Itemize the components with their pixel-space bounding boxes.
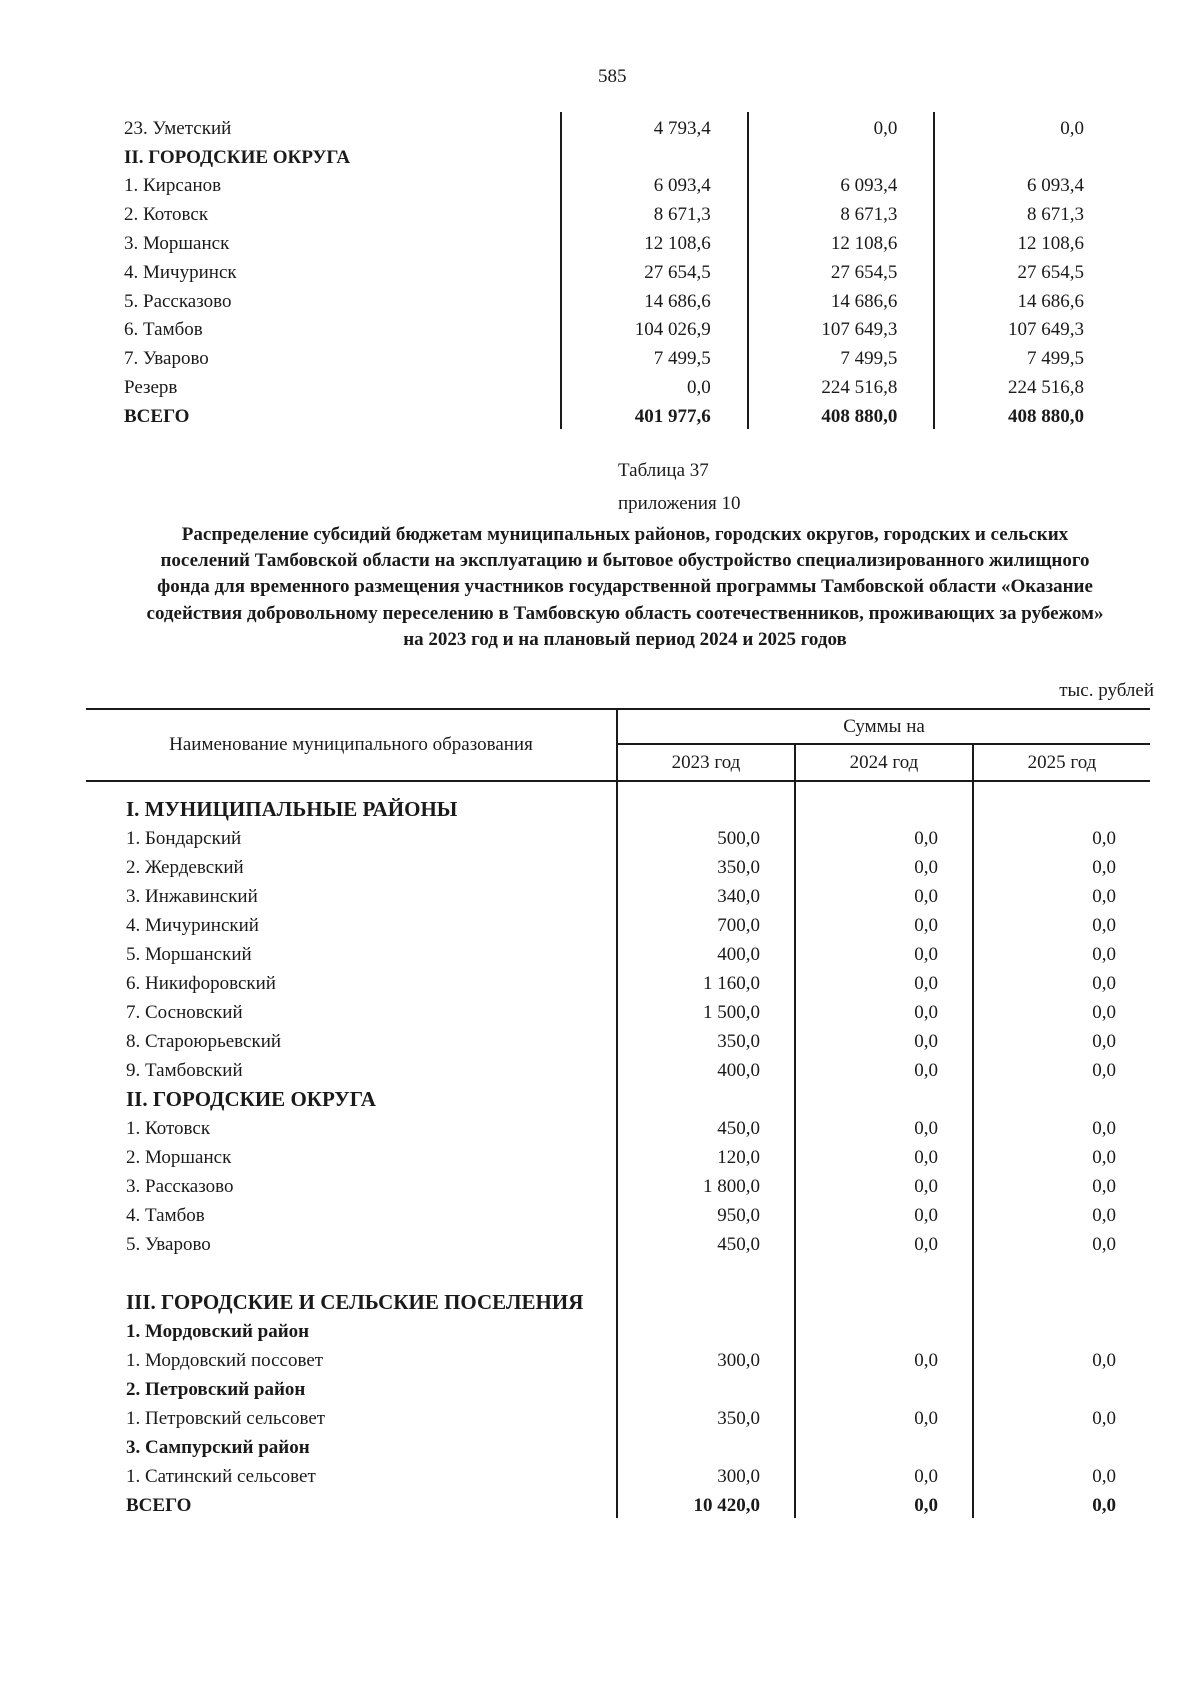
row-name: 2. Котовск	[124, 204, 209, 226]
row-name: 3. Сампурский район	[126, 1437, 310, 1458]
value-2024	[795, 781, 973, 822]
row-name: 1. Кирсанов	[124, 175, 222, 197]
value-2023: 12 108,6	[561, 227, 748, 256]
value-2023: 500,0	[617, 822, 795, 851]
value-2023: 400,0	[617, 938, 795, 967]
value-2025: 0,0	[973, 851, 1150, 880]
appendix-caption: приложения 10	[618, 493, 741, 514]
value-2024: 14 686,6	[748, 285, 935, 314]
units-label: тыс. рублей	[1059, 680, 1154, 701]
value-2024: 7 499,5	[748, 342, 935, 371]
value-2025: 0,0	[973, 1228, 1150, 1257]
value-2023: 400,0	[617, 1054, 795, 1083]
value-2023: 300,0	[617, 1344, 795, 1373]
subsidy-table	[86, 708, 1150, 1518]
row-name: 2. Жердевский	[126, 857, 244, 878]
value-2025: 0,0	[934, 112, 1120, 141]
value-2023: 300,0	[617, 1460, 795, 1489]
table-row	[120, 400, 1120, 429]
row-name: 9. Тамбовский	[126, 1060, 243, 1081]
table-row	[86, 1344, 1150, 1373]
page-number: 585	[598, 66, 627, 87]
value-2024: 0,0	[795, 1489, 973, 1518]
value-2023: 450,0	[617, 1112, 795, 1141]
value-2024: 0,0	[795, 1344, 973, 1373]
table-row	[120, 170, 1120, 199]
row-name: 3. Инжавинский	[126, 886, 258, 907]
table-row	[86, 1170, 1150, 1199]
table-row	[86, 1083, 1150, 1112]
value-2024: 0,0	[795, 851, 973, 880]
value-2023	[561, 141, 748, 170]
value-2023: 350,0	[617, 1402, 795, 1431]
value-2025: 0,0	[973, 1344, 1150, 1373]
value-2025: 14 686,6	[934, 285, 1120, 314]
value-2024: 0,0	[795, 1402, 973, 1431]
value-2024	[748, 141, 935, 170]
value-2023: 10 420,0	[617, 1489, 795, 1518]
row-name: 23. Уметский	[124, 117, 232, 139]
header-sums: Суммы на	[617, 709, 1150, 744]
value-2023: 14 686,6	[561, 285, 748, 314]
value-2024: 0,0	[795, 996, 973, 1025]
value-2024: 0,0	[795, 880, 973, 909]
header-year-2023: 2023 год	[671, 751, 741, 773]
value-2025	[973, 1373, 1150, 1402]
value-2025	[973, 1257, 1150, 1315]
value-2025	[934, 141, 1120, 170]
row-name: I. МУНИЦИПАЛЬНЫЕ РАЙОНЫ	[126, 797, 458, 821]
value-2023: 1 500,0	[617, 996, 795, 1025]
value-2025	[973, 1315, 1150, 1344]
value-2025: 224 516,8	[934, 371, 1120, 400]
value-2024: 0,0	[795, 1460, 973, 1489]
value-2025: 0,0	[973, 1054, 1150, 1083]
value-2025: 8 671,3	[934, 198, 1120, 227]
value-2023: 104 026,9	[561, 314, 748, 343]
value-2024	[795, 1431, 973, 1460]
table-row	[120, 285, 1120, 314]
value-2024	[795, 1373, 973, 1402]
value-2023: 6 093,4	[561, 170, 748, 199]
continuation-table	[120, 112, 1120, 429]
row-name: 8. Староюрьевский	[126, 1031, 282, 1052]
value-2025: 27 654,5	[934, 256, 1120, 285]
value-2024: 0,0	[748, 112, 935, 141]
value-2024: 6 093,4	[748, 170, 935, 199]
value-2023: 4 793,4	[561, 112, 748, 141]
value-2024: 0,0	[795, 1025, 973, 1054]
value-2025: 107 649,3	[934, 314, 1120, 343]
value-2023: 0,0	[561, 371, 748, 400]
value-2024: 0,0	[795, 1112, 973, 1141]
header-year-2025: 2025 год	[973, 744, 1150, 781]
table-row	[86, 1141, 1150, 1170]
table-row	[86, 1489, 1150, 1518]
value-2023: 340,0	[617, 880, 795, 909]
row-name: ВСЕГО	[126, 1495, 192, 1516]
table-row	[86, 822, 1150, 851]
value-2025: 0,0	[973, 967, 1150, 996]
table-row	[86, 1054, 1150, 1083]
value-2024: 0,0	[795, 909, 973, 938]
value-2023: 120,0	[617, 1141, 795, 1170]
table-row	[120, 198, 1120, 227]
table-caption: Таблица 37	[618, 460, 709, 481]
value-2023: 950,0	[617, 1199, 795, 1228]
row-name: 6. Никифоровский	[126, 973, 276, 994]
table-row	[120, 371, 1120, 400]
value-2023: 27 654,5	[561, 256, 748, 285]
value-2024	[795, 1257, 973, 1315]
value-2024	[795, 1315, 973, 1344]
value-2024: 408 880,0	[748, 400, 935, 429]
value-2024: 0,0	[795, 1228, 973, 1257]
value-2024: 224 516,8	[748, 371, 935, 400]
row-name: 3. Моршанск	[124, 232, 230, 254]
value-2025: 0,0	[973, 938, 1150, 967]
header-name-column: Наименование муниципального образования	[86, 709, 617, 781]
value-2023: 450,0	[617, 1228, 795, 1257]
table-row	[120, 141, 1120, 170]
table-row	[86, 1199, 1150, 1228]
table-row	[86, 851, 1150, 880]
value-2024: 12 108,6	[748, 227, 935, 256]
row-name: 4. Мичуринский	[126, 915, 259, 936]
table-row	[86, 1431, 1150, 1460]
value-2024: 0,0	[795, 1054, 973, 1083]
row-name: 1. Мордовский поссовет	[126, 1350, 324, 1371]
value-2023	[617, 1083, 795, 1112]
value-2024: 8 671,3	[748, 198, 935, 227]
table-row	[86, 781, 1150, 822]
value-2024: 0,0	[795, 967, 973, 996]
value-2025: 0,0	[973, 909, 1150, 938]
value-2025	[973, 781, 1150, 822]
table-row	[86, 967, 1150, 996]
row-name: 7. Сосновский	[126, 1002, 243, 1023]
row-name: 2. Петровский район	[126, 1379, 306, 1400]
table-row	[86, 880, 1150, 909]
value-2023	[617, 1373, 795, 1402]
value-2025	[973, 1083, 1150, 1112]
value-2025: 408 880,0	[934, 400, 1120, 429]
table-row	[120, 112, 1120, 141]
value-2024: 0,0	[795, 938, 973, 967]
row-name: III. ГОРОДСКИЕ И СЕЛЬСКИЕ ПОСЕЛЕНИЯ	[126, 1290, 584, 1314]
table-row	[86, 1460, 1150, 1489]
value-2024: 0,0	[795, 1141, 973, 1170]
value-2025: 0,0	[973, 880, 1150, 909]
value-2024: 0,0	[795, 822, 973, 851]
value-2024: 0,0	[795, 1199, 973, 1228]
row-name: ВСЕГО	[124, 405, 190, 427]
row-name: 1. Котовск	[126, 1118, 211, 1139]
table-row	[86, 1025, 1150, 1054]
table-row	[86, 938, 1150, 967]
value-2025	[973, 1431, 1150, 1460]
value-2023: 350,0	[617, 851, 795, 880]
row-name: 5. Рассказово	[124, 290, 232, 312]
row-name: 6. Тамбов	[124, 319, 203, 341]
value-2025: 0,0	[973, 996, 1150, 1025]
value-2025: 0,0	[973, 1112, 1150, 1141]
table-row	[120, 227, 1120, 256]
value-2023	[617, 1431, 795, 1460]
value-2024: 0,0	[795, 1170, 973, 1199]
value-2025: 0,0	[973, 1170, 1150, 1199]
value-2025: 0,0	[973, 1460, 1150, 1489]
value-2023: 8 671,3	[561, 198, 748, 227]
row-name: II. ГОРОДСКИЕ ОКРУГА	[126, 1087, 376, 1111]
value-2024: 27 654,5	[748, 256, 935, 285]
header-year-2024: 2024 год	[795, 744, 973, 781]
value-2023: 1 800,0	[617, 1170, 795, 1199]
row-name: II. ГОРОДСКИЕ ОКРУГА	[124, 146, 351, 168]
value-2025: 6 093,4	[934, 170, 1120, 199]
value-2025: 0,0	[973, 1025, 1150, 1054]
row-name: 1. Мордовский район	[126, 1321, 310, 1342]
table-row	[86, 909, 1150, 938]
value-2025: 0,0	[973, 1489, 1150, 1518]
table-row	[86, 1228, 1150, 1257]
value-2023	[617, 1257, 795, 1315]
row-name: Резерв	[124, 376, 178, 398]
value-2024	[795, 1083, 973, 1112]
table-row	[86, 1112, 1150, 1141]
value-2023	[617, 1315, 795, 1344]
value-2023: 1 160,0	[617, 967, 795, 996]
value-2025: 0,0	[973, 1141, 1150, 1170]
value-2023: 401 977,6	[561, 400, 748, 429]
table-row	[86, 996, 1150, 1025]
row-name: 2. Моршанск	[126, 1147, 232, 1168]
row-name: 4. Мичуринск	[124, 261, 237, 283]
table-row	[86, 1373, 1150, 1402]
table-row	[86, 1257, 1150, 1315]
value-2025: 7 499,5	[934, 342, 1120, 371]
value-2025: 0,0	[973, 1402, 1150, 1431]
table-row	[86, 1315, 1150, 1344]
value-2023	[617, 781, 795, 822]
row-name: 4. Тамбов	[126, 1205, 205, 1226]
value-2023: 350,0	[617, 1025, 795, 1054]
row-name: 5. Уварово	[126, 1234, 211, 1255]
table-row	[120, 256, 1120, 285]
value-2025: 0,0	[973, 1199, 1150, 1228]
table-row	[120, 314, 1120, 343]
row-name: 1. Сатинский сельсовет	[126, 1466, 316, 1487]
table-row	[120, 342, 1120, 371]
value-2024: 107 649,3	[748, 314, 935, 343]
row-name: 3. Рассказово	[126, 1176, 234, 1197]
value-2023: 700,0	[617, 909, 795, 938]
table-row	[86, 1402, 1150, 1431]
value-2025: 12 108,6	[934, 227, 1120, 256]
row-name: 7. Уварово	[124, 348, 209, 370]
document-title: Распределение субсидий бюджетам муниципальных районов, городских округов, городских и сельских поселений Тамбовской области на эксплуатацию и бытовое обустройство специализированного жилищного фонда для временного размещения участников государственной программы Тамбовской области «Оказание содействия добровольному переселению в Тамбовскую область соотечественников, проживающих за рубежом» на 2023 год и на плановый период 2024 и 2025 годов	[146, 524, 1104, 650]
row-name: 1. Петровский сельсовет	[126, 1408, 326, 1429]
row-name: 1. Бондарский	[126, 828, 242, 849]
row-name: 5. Моршанский	[126, 944, 252, 965]
value-2023: 7 499,5	[561, 342, 748, 371]
value-2025: 0,0	[973, 822, 1150, 851]
